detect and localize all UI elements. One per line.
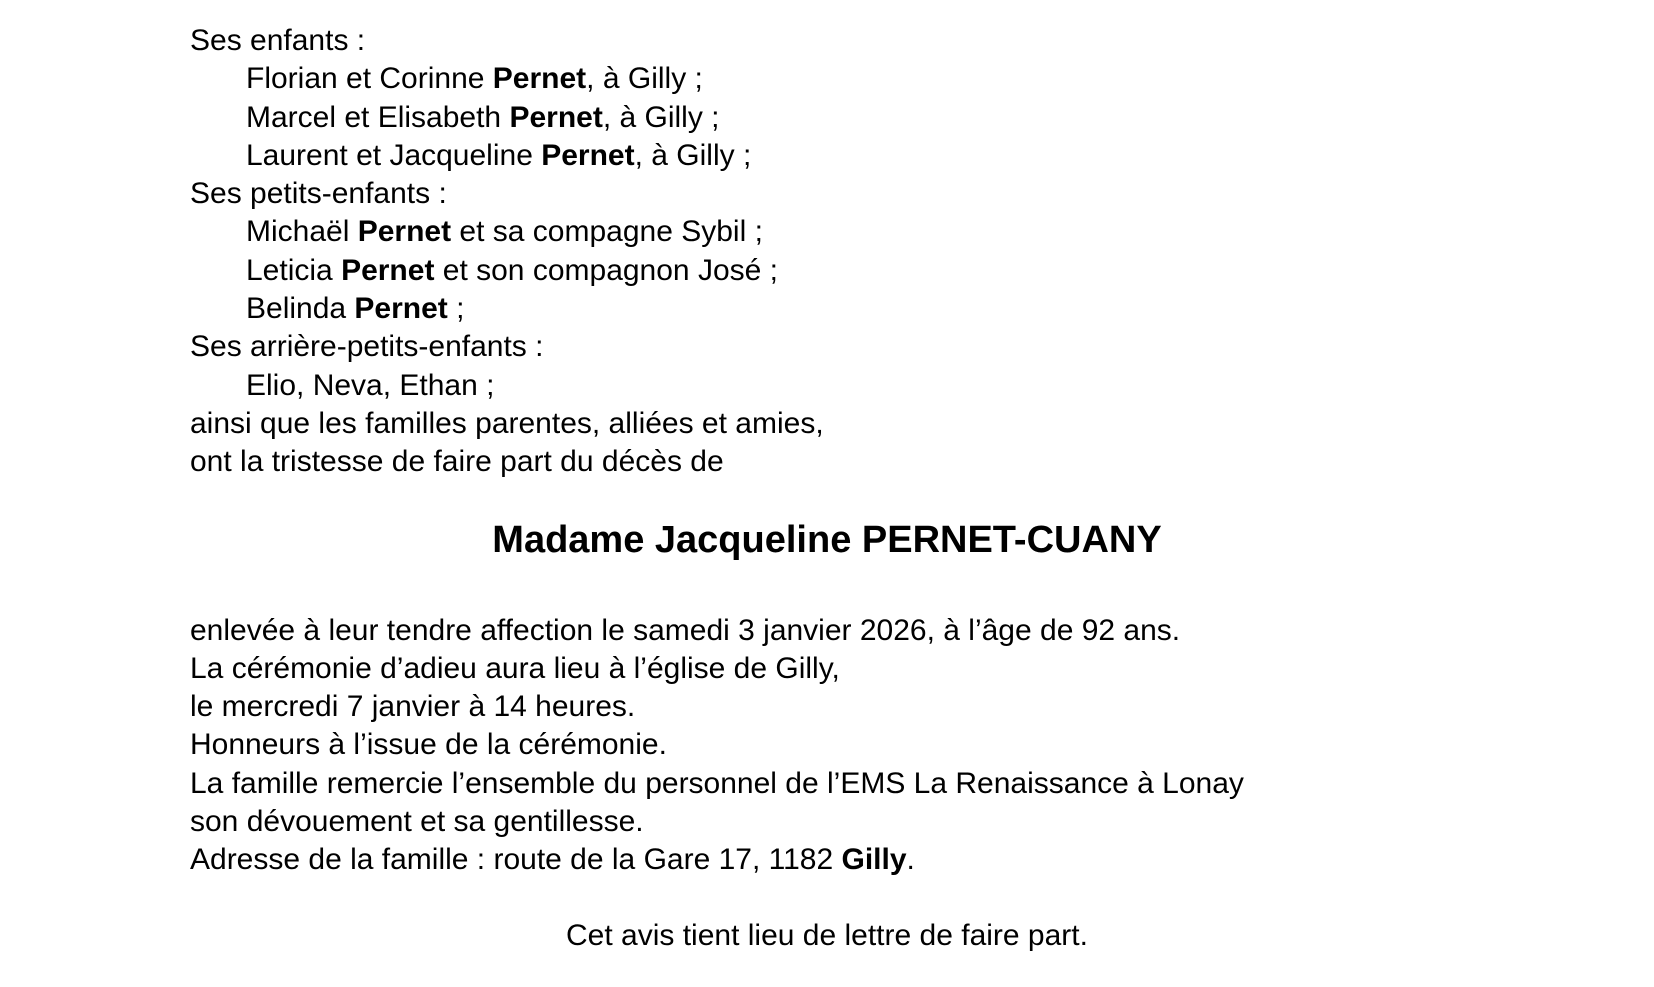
bold-name-segment: Gilly [841, 843, 907, 877]
text-segment: , à Gilly ; [586, 62, 703, 96]
text-segment: Ses petits-enfants : [190, 177, 447, 211]
bold-name-segment: Pernet [354, 292, 448, 326]
text-segment: ainsi que les familles parentes, alliées et amies, [190, 406, 824, 440]
text-line [190, 612, 1464, 650]
text-segment: Adresse de la famille : route de la Gare 17, 1182 [190, 843, 842, 877]
text-segment: Michaël [246, 215, 358, 249]
bold-name-segment: Pernet [509, 100, 603, 134]
bold-name-segment: Pernet [541, 138, 635, 172]
text-segment: Honneurs à l’issue de la cérémonie. [190, 728, 667, 762]
text-line [190, 328, 1464, 366]
text-segment: Leticia [246, 253, 342, 287]
text-line [190, 137, 1464, 175]
text-segment: . [906, 843, 915, 877]
deceased-name-heading: Madame Jacqueline PERNET-CUANY [492, 518, 1162, 561]
text-line [190, 290, 1464, 328]
text-segment: La famille remercie l’ensemble du personnel de l’EMS La Renaissance à Lonay [190, 766, 1244, 800]
text-line [190, 60, 1464, 98]
text-line [190, 841, 1464, 879]
text-line [190, 22, 1464, 60]
text-line [190, 175, 1464, 213]
closing-notice-line: Cet avis tient lieu de lettre de faire part. [566, 918, 1088, 952]
bold-name-segment: Pernet [357, 215, 452, 249]
text-segment: Ses arrière-petits-enfants : [190, 330, 544, 364]
text-line [190, 99, 1464, 137]
text-segment: Belinda [246, 292, 355, 326]
text-segment: Marcel et Elisabeth [246, 100, 510, 134]
text-segment: Ses enfants : [190, 24, 366, 57]
text-segment: , à Gilly ; [634, 138, 752, 172]
text-segment: ont la tristesse de faire part du décès de [190, 445, 724, 479]
bold-name-segment: Pernet [492, 62, 587, 96]
text-segment: La cérémonie d’adieu aura lieu à l’église de Gilly, [190, 651, 840, 685]
text-line [190, 367, 1464, 405]
text-line [190, 726, 1464, 764]
text-line [190, 765, 1464, 803]
text-segment: le mercredi 7 janvier à 14 heures. [190, 690, 636, 724]
text-segment: et sa compagne Sybil ; [451, 215, 763, 249]
text-segment: ; [447, 292, 465, 326]
text-line [190, 213, 1464, 251]
text-line [190, 803, 1464, 841]
ceremony-details-section [190, 612, 1464, 880]
text-segment: Elio, Neva, Ethan ; [246, 368, 495, 402]
text-line [190, 688, 1464, 726]
text-line [190, 443, 1464, 481]
family-section [190, 22, 1464, 482]
text-line [190, 252, 1464, 290]
text-line [190, 650, 1464, 688]
text-segment: Florian et Corinne [246, 62, 493, 96]
text-segment: enlevée à leur tendre affection le samedi 3 janvier 2026, à l’âge de 92 ans. [190, 613, 1181, 647]
text-segment: son dévouement et sa gentillesse. [190, 805, 644, 839]
bold-name-segment: Pernet [341, 253, 435, 287]
text-line [190, 405, 1464, 443]
text-segment: , à Gilly ; [602, 100, 720, 134]
text-segment: Laurent et Jacqueline [246, 138, 542, 172]
text-segment: et son compagnon José ; [434, 253, 778, 287]
